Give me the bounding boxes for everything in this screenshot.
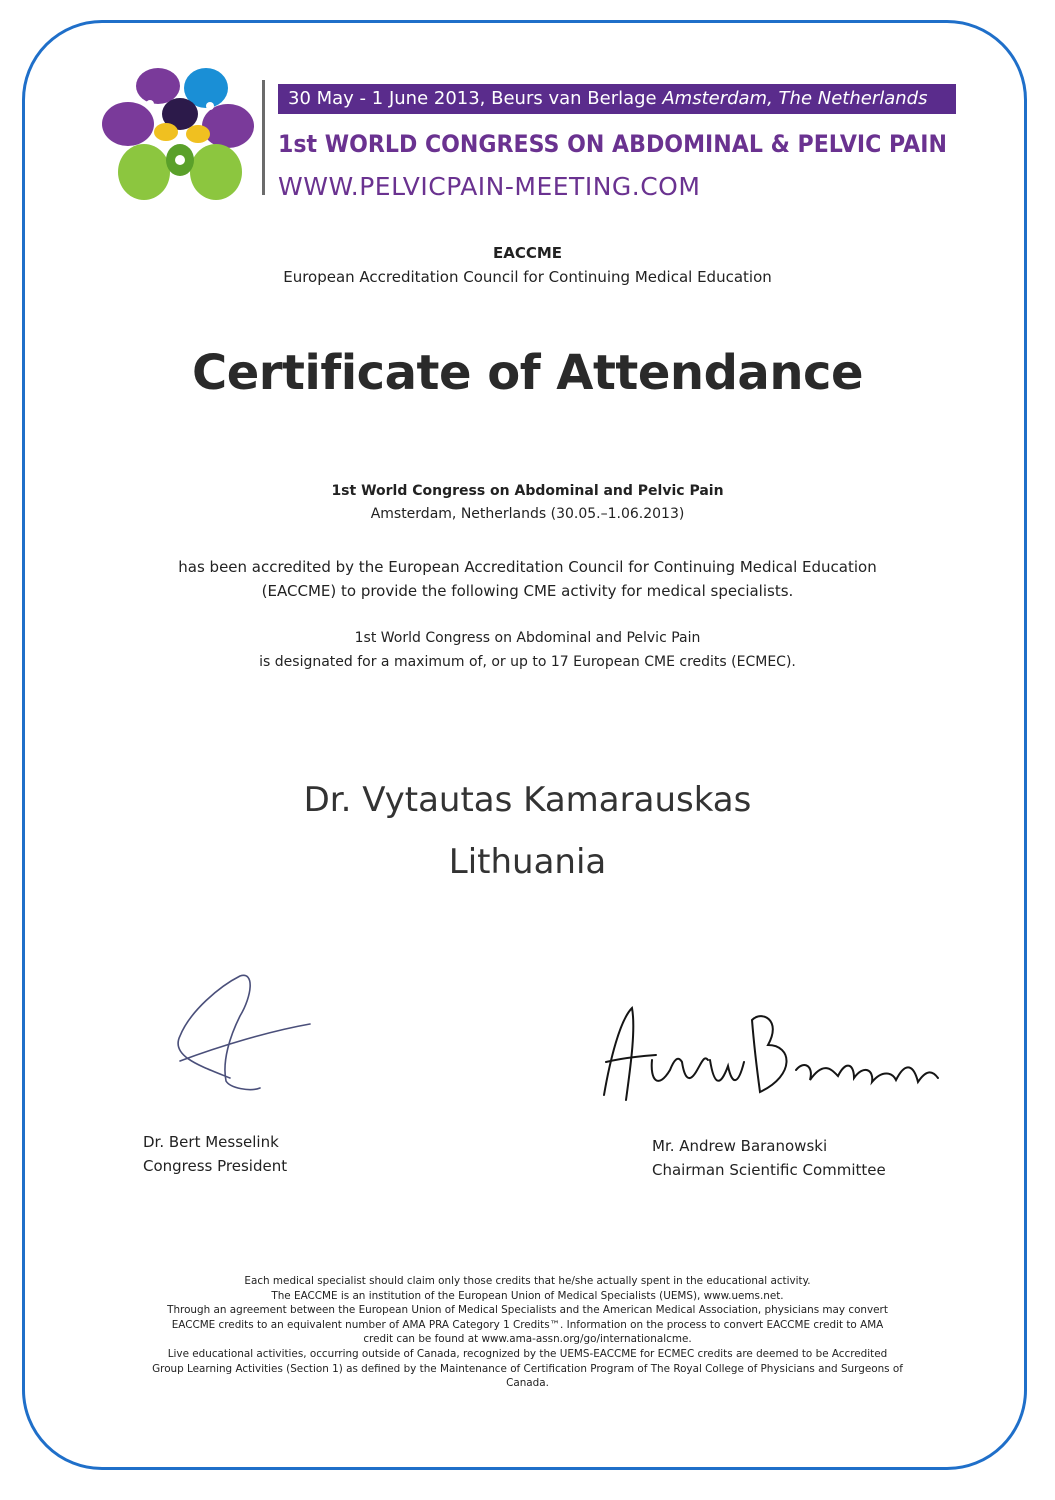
footer-line: Each medical specialist should claim only those credits that he/she actually spent in the educational activity. (244, 1275, 811, 1287)
footer-line: EACCME credits to an equivalent number of AMA PRA Category 1 Credits™. Information on the process to convert EACCME credit to AMA (171, 1318, 884, 1331)
event-place-date: Amsterdam, Netherlands (30.05.–1.06.2013) (370, 506, 685, 522)
footer-line: Canada. (506, 1377, 549, 1390)
signatory-president (143, 1130, 287, 1178)
president-signature (160, 966, 320, 1096)
attendee-country: Lithuania (448, 842, 607, 882)
congress-date-banner (278, 84, 956, 114)
congress-date-venue: 30 May - 1 June 2013, Beurs van Berlage (288, 88, 663, 109)
footer-line: Through an agreement between the European Union of Medical Specialists and the American Medical Association, physicians may convert (167, 1304, 888, 1317)
footer-line: The EACCME is an institution of the European Union of Medical Specialists (UEMS), www.uems.net. (271, 1289, 784, 1302)
signatory-role: Chairman Scientific Committee (652, 1161, 886, 1179)
footer-line: Live educational activities, occurring outside of Canada, recognized by the UEMS-EACCME for ECMEC credits are deemed to be Accredited (167, 1347, 888, 1360)
accreditor-abbr: EACCME (492, 244, 563, 262)
certificate-border (22, 20, 1027, 1470)
footer-line: credit can be found at www.ama-assn.org/go/internationalcme. (363, 1333, 692, 1346)
congress-location: Amsterdam, The Netherlands (662, 88, 928, 109)
accreditor-full-name: European Accreditation Council for Continuing Medical Education (283, 268, 772, 286)
certificate-title: Certificate of Attendance (191, 345, 863, 401)
accreditation-statement (0, 555, 1055, 603)
signatory-name: Mr. Andrew Baranowski (652, 1137, 828, 1155)
event-name: 1st World Congress on Abdominal and Pelvic Pain (331, 483, 724, 499)
footer-line: Group Learning Activities (Section 1) as defined by the Maintenance of Certification Program of The Royal College of Physicians and Surgeons of (152, 1362, 903, 1375)
signatory-chairman (652, 1134, 886, 1182)
credits-line: 1st World Congress on Abdominal and Pelvic Pain (354, 630, 701, 646)
accreditation-line: (EACCME) to provide the following CME activity for medical specialists. (261, 582, 794, 600)
credits-line: is designated for a maximum of, or up to 17 European CME credits (ECMEC). (259, 654, 796, 670)
signatory-name: Dr. Bert Messelink (143, 1133, 279, 1151)
credits-statement (0, 626, 1055, 674)
chairman-signature (592, 1000, 942, 1110)
congress-logo (98, 64, 258, 210)
header-divider (262, 80, 265, 195)
accreditation-line: has been accredited by the European Accreditation Council for Continuing Medical Education (178, 558, 877, 576)
congress-title: 1st WORLD CONGRESS ON ABDOMINAL & PELVIC PAIN (278, 130, 947, 158)
congress-website: WWW.PELVICPAIN-MEETING.COM (278, 172, 701, 201)
attendee-name: Dr. Vytautas Kamarauskas (303, 780, 752, 820)
footer-disclaimer (90, 1274, 965, 1391)
signatory-role: Congress President (143, 1157, 288, 1175)
